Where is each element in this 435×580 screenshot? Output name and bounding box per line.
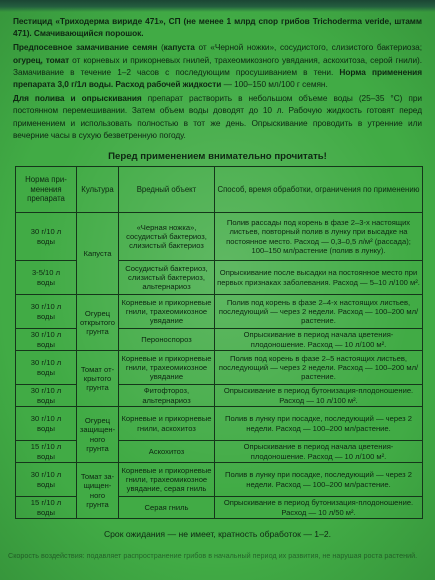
cell-crop: Огурец защищенного грунта	[77, 407, 119, 463]
cell-method: Полив рассады под корень в фазе 2–3-х настоящих листьев, повторный полив в лунку при высадке на постоянное место. Расход — 0,3–0,5 л/м² (рассада); 100–150 мл/растение (полив в лунку).	[215, 213, 423, 261]
cell-method: Опрыскивание в период бутонизация-плодоношение. Расход — 10 л/100 м².	[215, 385, 423, 407]
cell-crop: Капуста	[77, 213, 119, 295]
seed-soaking-cabbage: капуста	[163, 42, 195, 53]
watering-lead: Для полива и опрыскивания	[13, 93, 142, 104]
cell-rate: 15 г/10 л воды	[16, 441, 77, 463]
intro-text	[13, 15, 422, 143]
watering-paragraph	[13, 92, 422, 141]
waiting-period-note: Срок ожидания — не имеет, кратность обработок — 1–2.	[103, 529, 332, 539]
cell-method: Опрыскивание в период начала цветения-плодоношение. Расход — 10 л/100 м².	[215, 441, 423, 463]
usage-table	[15, 166, 423, 519]
cell-pest: Пероноспороз	[119, 329, 215, 351]
cell-rate: 30 г/10 л воды	[16, 295, 77, 329]
cell-rate: 30 г/10 л воды	[16, 213, 77, 261]
cell-method: Полив под корень в фазе 2–5 настоящих листьев, последующий — через 2 недели. Расход — 100–200 мл/растение.	[215, 351, 423, 385]
cell-crop: Томат открытого грунта	[77, 351, 119, 407]
cell-rate: 15 г/10 л воды	[16, 497, 77, 519]
header-method: Способ, время обработки, ограничения по применению	[215, 167, 423, 213]
cell-method: Полив в лунку при посадке, последующий — через 2 недели. Расход — 100–200 мл/растение.	[215, 407, 423, 441]
table-row	[16, 295, 423, 329]
seed-soaking-paragraph	[13, 41, 422, 90]
cell-pest: Корневые и прикорневые гнили, трахеомикозное увядание	[119, 351, 215, 385]
table-row	[16, 213, 423, 261]
header-crop: Культура	[77, 167, 119, 213]
watering-text: препарат растворить в небольшом объеме воды (25–35 °С) при постоянном перемешивании. Затем объем воды доводят до 10 л. Рабочую жидкость готовят перед применением и использовать полностью в тот же день. Опрыскивание проводить в утренние или вечерние часы в сухую безветренную погоду.	[13, 93, 422, 140]
header-pest: Вредный объект	[119, 167, 215, 213]
cell-method: Опрыскивание в период начала цветения-плодоношение. Расход — 10 л/100 м².	[215, 329, 423, 351]
cell-crop: Томат защищенного грунта	[77, 463, 119, 519]
seed-soaking-text: от корневых и прикорневых гнилей, трахеомикозного увядания, аскохитоза, серой гнили). Замачивание в течение 1–2 часов с последующим просушиванием в тени.	[13, 54, 422, 77]
cell-method: Полив в лунку при посадке, последующий — через 2 недели. Расход — 100–200 мл/растение.	[215, 463, 423, 497]
cell-method: Опрыскивание в период бутонизация-плодоношение. Расход — 10 л/50 м².	[215, 497, 423, 519]
table-header-row	[16, 167, 423, 213]
cell-pest: Корневые и прикорневые гнили, трахеомикозное увядание, серая гниль	[119, 463, 215, 497]
cell-pest: Аскохитоз	[119, 441, 215, 463]
seed-soaking-crops: огурец, томат	[13, 54, 70, 65]
cell-crop: Огурец открытого грунта	[77, 295, 119, 351]
product-description: Пестицид «Триходерма вириде 471», СП (не менее 1 млрд спор грибов Trichoderma veride, штамм 471). Смачивающийся порошок.	[13, 16, 422, 39]
cell-rate: 30 г/10 л воды	[16, 407, 77, 441]
seed-soaking-lead: Предпосевное замачивание семян	[13, 42, 158, 53]
cell-pest: Сосудистый бактериоз, слизистый бактериоз, альтернариоз	[119, 261, 215, 295]
seed-soaking-norm: Норма применения препарата 3,0 г/1л воды. Расход рабочей жидкости	[13, 66, 422, 90]
seed-soaking-text: (	[157, 42, 164, 53]
table-row	[16, 351, 423, 385]
cell-method: Полив под корень в фазе 2–4-х настоящих листьев, последующий — через 2 недели. Расход — 100–200 мл/растение.	[215, 295, 423, 329]
seed-soaking-text: — 100–150 мл/100 г семян.	[221, 79, 328, 90]
cell-pest: Корневые и прикорневые гнили, трахеомикозное увядание	[119, 295, 215, 329]
cell-rate: 3-5/10 л воды	[16, 261, 77, 295]
cell-rate: 30 г/10 л воды	[16, 351, 77, 385]
cell-rate: 30 г/10 л воды	[16, 329, 77, 351]
cell-pest: Фитофтороз, альтернариоз	[119, 385, 215, 407]
table-row	[16, 463, 423, 497]
warning-heading: Перед применением внимательно прочитать!	[108, 151, 327, 162]
top-edge-band	[0, 0, 435, 12]
header-rate: Норма применения препарата	[16, 167, 77, 213]
cell-pest: Серая гниль	[119, 497, 215, 519]
cell-rate: 30 г/10 л воды	[16, 463, 77, 497]
bottom-cut-text: Скорость воздействия: подавляет распространение грибов в начальный период их развития, не нарушая роста растений.	[8, 551, 418, 560]
seed-soaking-text: от «Черной ножки», сосудистого, слизистого бактериоза;	[194, 42, 422, 53]
cell-rate: 30 г/10 л воды	[16, 385, 77, 407]
cell-pest: Корневые и прикорневые гнили, аскохитоз	[119, 407, 215, 441]
cell-method: Опрыскивание после высадки на постоянное место при первых признаках заболевания. Расход — 5–10 л/100 м².	[215, 261, 423, 295]
cell-pest: «Черная ножка», сосудистый бактериоз, слизистый бактериоз	[119, 213, 215, 261]
table-row	[16, 407, 423, 441]
